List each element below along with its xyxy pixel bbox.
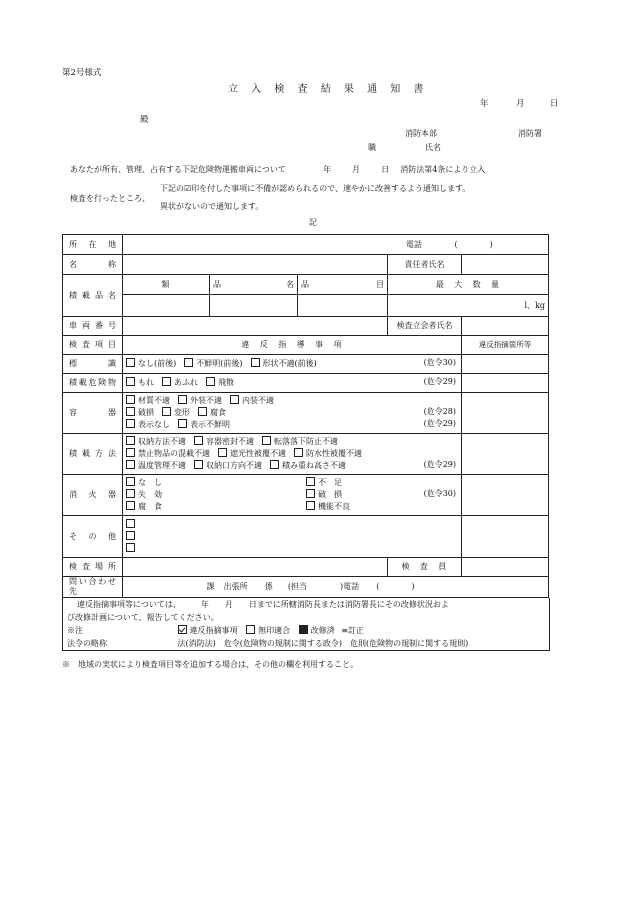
violation-row-label: 積載危険物 [63, 374, 123, 393]
intro-option-1: 下記の☑印を付した事項に不備が認められるので、速やかに改善するよう通知します。 [160, 184, 471, 193]
col-class: 類 [123, 275, 210, 295]
empty-box-icon [246, 625, 255, 634]
violation-items-cell [123, 434, 462, 475]
violation-item-text: なし(前後) [138, 359, 177, 368]
violation-checkbox-item[interactable] [270, 461, 346, 470]
issuer-position: 職 [368, 143, 376, 152]
date-year: 年 [480, 99, 489, 109]
violation-item-text: 転落落下防止不適 [274, 437, 338, 446]
law-label: 法令の略称 [67, 639, 107, 648]
legend-corrected [341, 626, 364, 635]
form-number: 第2号様式 [62, 68, 102, 78]
violation-line [126, 460, 458, 472]
violation-checkbox-item[interactable] [194, 461, 262, 470]
col-item [298, 275, 388, 295]
violation-place-value[interactable] [462, 355, 549, 374]
corrected-mark-icon: ≡ [341, 626, 348, 635]
witness-value[interactable] [462, 317, 549, 336]
inquiry-phone: )電話 [340, 582, 360, 591]
inquiry-value[interactable] [123, 577, 549, 598]
checkbox-icon [126, 501, 135, 510]
violation-item-text: 材質不適 [138, 396, 170, 405]
violation-checkbox-item[interactable] [126, 437, 186, 446]
col-max-qty: 最 大 数 量 [388, 275, 549, 295]
violation-checkbox-item[interactable] [306, 501, 350, 512]
date-line [480, 97, 558, 109]
checkbox-icon [126, 519, 135, 528]
violation-checkbox-item[interactable] [126, 408, 154, 417]
violation-item-text: 収納方法不適 [138, 437, 186, 446]
notes-line2: び改修計画について、報告してください。 [67, 613, 219, 622]
inquiry-branch: 出張所 [223, 582, 248, 591]
checkbox-icon [126, 436, 135, 445]
violation-item-text: 内装不適 [242, 396, 274, 405]
violation-item-text: 禁止物品の混載不適 [138, 449, 210, 458]
intro-year: 年 [322, 165, 331, 174]
violation-checkbox-item[interactable] [162, 408, 190, 417]
recipient-suffix: 殿 [140, 115, 149, 125]
inspector-value[interactable] [462, 558, 549, 577]
violation-item-text: 飛散 [218, 378, 234, 387]
violation-line [126, 501, 458, 513]
legend-repaired-text: 改修済 [310, 626, 335, 635]
legend-corrected-text: 訂正 [347, 626, 364, 635]
violation-checkbox-item[interactable] [126, 532, 138, 541]
violation-line [126, 395, 458, 407]
checkbox-icon [126, 543, 135, 552]
violation-checkbox-item[interactable] [126, 420, 170, 429]
document-title: 立 入 検 査 結 果 通 知 書 [228, 84, 429, 95]
inquiry-staff: 係 [264, 582, 273, 591]
intro-option-2: 異状がないので通知します。 [160, 202, 264, 211]
name-value[interactable] [123, 255, 388, 275]
violation-checkbox-item[interactable] [262, 437, 338, 446]
violation-line [126, 436, 458, 448]
violation-row [63, 355, 549, 374]
intro-text-b: 消防法第4条により立入 [400, 165, 486, 174]
col-item-b: 目 [376, 279, 384, 289]
regulation-ref: (危令30) [423, 358, 456, 367]
inquiry-paren: ( ) [376, 582, 415, 591]
violation-item-text: 形状不適(前後) [262, 359, 317, 368]
violation-item-text: 機能不良 [318, 502, 350, 511]
violation-rows [63, 355, 549, 558]
cargo-label: 積載品名 [63, 275, 123, 317]
witness-label: 検査立会者氏名 [388, 317, 462, 336]
note-label: ※注 [67, 626, 83, 635]
violation-checkbox-item[interactable] [162, 378, 198, 387]
checkbox-icon [294, 448, 303, 457]
footnote: ※ 地域の実状により検査項目等を追加する場合は、その他の欄を利用すること。 [62, 660, 358, 669]
violation-line [126, 448, 458, 460]
violation-checkbox-item[interactable] [306, 489, 342, 500]
violation-item-text: 破損 [138, 408, 154, 417]
violation-row-label: そ の 他 [63, 516, 123, 558]
checkbox-icon [126, 407, 135, 416]
inspection-place-value[interactable] [123, 558, 388, 577]
checkbox-icon [306, 501, 315, 510]
violation-checkbox-item[interactable] [206, 378, 234, 387]
checkbox-icon [230, 395, 239, 404]
legend-compliant [246, 626, 290, 635]
inspection-place-label: 検査場所 [63, 558, 123, 577]
violation-line [126, 358, 458, 370]
issuer-name: 氏名 [425, 143, 441, 152]
violation-row [63, 393, 549, 434]
violation-checkbox-item[interactable] [218, 449, 286, 458]
checkbox-icon [194, 436, 203, 445]
notes-legend-row [63, 624, 549, 637]
violation-item-text: あふれ [174, 378, 198, 387]
issuer-fire-dept: 消防本部 [405, 129, 437, 138]
issuer-fire-station: 消防署 [518, 129, 542, 138]
inquiry-section: 課 [206, 582, 215, 591]
checkbox-icon [198, 407, 207, 416]
inspection-item-label: 検査項目 [63, 336, 123, 355]
violation-row-label: 消火器 [63, 475, 123, 516]
violation-item-text: 表示なし [138, 420, 170, 429]
violation-header: 違 反 指 導 事 項 [123, 336, 462, 355]
violation-item-text: 腐食 [210, 408, 226, 417]
inspection-table [62, 234, 549, 598]
violation-checkbox-item[interactable] [294, 449, 362, 458]
inquiry-charge: (担当 [287, 582, 307, 591]
responsible-label: 責任者氏名 [388, 255, 462, 275]
vehicle-no-value[interactable] [123, 317, 388, 336]
checkbox-icon [262, 436, 271, 445]
intro-line1 [70, 164, 485, 175]
violation-row [63, 516, 549, 558]
violation-checkbox-item[interactable] [126, 396, 170, 405]
violation-checkbox-item[interactable] [126, 359, 176, 368]
violation-item-text: 防水性被覆不適 [306, 449, 362, 458]
checkbox-icon [126, 377, 135, 386]
violation-item-text: 積み重ね高さ不適 [282, 461, 346, 470]
violation-row-label: 容 器 [63, 393, 123, 434]
location-value[interactable] [123, 235, 549, 255]
checkbox-icon [126, 460, 135, 469]
checkbox-icon [162, 377, 171, 386]
inspector-label: 検 査 員 [388, 558, 462, 577]
violation-item-text: 不鮮明(前後) [196, 359, 243, 368]
violation-row [63, 475, 549, 516]
legend-violation-text: 違反指摘事項 [189, 626, 238, 635]
violation-checkbox-item[interactable] [126, 461, 186, 470]
violation-checkbox-item[interactable] [126, 490, 162, 499]
violation-checkbox-item[interactable] [126, 449, 210, 458]
violation-place-value[interactable] [462, 393, 549, 434]
violation-place-value[interactable] [462, 475, 549, 516]
violation-item-text: 不 足 [318, 478, 342, 487]
violation-item-text: 変形 [174, 408, 190, 417]
violation-items-cell [123, 475, 462, 516]
violation-checkbox-item[interactable] [178, 396, 222, 405]
checkbox-icon [126, 419, 135, 428]
notes-law-row [63, 637, 549, 650]
violation-items-cell [123, 374, 462, 393]
violation-item-text: 温度管理不適 [138, 461, 186, 470]
violation-item-text: 表示不鮮明 [190, 420, 230, 429]
cargo-qty-value[interactable] [388, 295, 549, 317]
violation-item-text: 容器密封不適 [206, 437, 254, 446]
violation-item-text: な し [138, 478, 162, 487]
violation-item-text: 遮光性被覆不適 [230, 449, 286, 458]
checked-box-icon [178, 625, 187, 634]
phone-paren: ( ) [454, 239, 493, 249]
violation-items-cell [123, 355, 462, 374]
col-product-name-b: 名 [286, 279, 294, 289]
violation-checkbox-item[interactable] [198, 408, 226, 417]
checkbox-icon [162, 407, 171, 416]
violation-items-cell [123, 516, 462, 558]
filled-box-icon [299, 625, 308, 634]
checkbox-icon [306, 477, 315, 486]
violation-line [126, 407, 458, 419]
qty-unit: l、kg [524, 300, 546, 310]
cargo-class-value[interactable] [123, 295, 210, 317]
checkbox-icon [126, 358, 135, 367]
inquiry-label: 問い合わせ先 [63, 577, 123, 598]
name-label: 名 称 [63, 255, 123, 275]
notes-block [62, 598, 550, 651]
violation-place-value[interactable] [462, 516, 549, 558]
violation-line [126, 477, 458, 489]
regulation-ref: (危令29) [423, 377, 456, 386]
violation-checkbox-item[interactable] [126, 520, 138, 529]
col-product-name [210, 275, 298, 295]
checkbox-icon [194, 460, 203, 469]
violation-place-value[interactable] [462, 374, 549, 393]
cargo-item-value[interactable] [298, 295, 388, 317]
vehicle-no-label: 車両番号 [63, 317, 123, 336]
violation-line [126, 543, 458, 555]
checkbox-icon [126, 531, 135, 540]
violation-line [126, 419, 458, 431]
violation-items-cell [123, 393, 462, 434]
violation-line [126, 377, 458, 389]
checkbox-icon [251, 358, 260, 367]
intro-text-a: あなたが所有、管理、占有する下記危険物運搬車両について [70, 165, 286, 174]
intro-day: 日 [381, 165, 390, 174]
checkbox-icon [270, 460, 279, 469]
regulation-ref: (危令30) [423, 489, 456, 498]
violation-item-text: 腐 食 [138, 502, 162, 511]
legend-repaired [299, 626, 335, 635]
violation-checkbox-item[interactable] [306, 477, 342, 488]
checkbox-icon [218, 448, 227, 457]
violation-row [63, 434, 549, 475]
intro-line2-left: 検査を行ったところ、 [70, 194, 150, 203]
checkbox-icon [306, 489, 315, 498]
col-item-a: 品 [301, 279, 309, 289]
intro-month: 月 [352, 165, 361, 174]
violation-line [126, 519, 458, 531]
violation-checkbox-item[interactable] [251, 359, 317, 368]
legend-violation [178, 626, 238, 635]
date-day: 日 [549, 99, 559, 109]
violation-item-text: 破 損 [318, 490, 342, 499]
violation-checkbox-item[interactable] [126, 478, 162, 487]
cargo-name-value[interactable] [210, 295, 298, 317]
col-product-name-a: 品 [213, 279, 221, 289]
violation-checkbox-item[interactable] [126, 378, 154, 387]
violation-line [126, 531, 458, 543]
responsible-value[interactable] [462, 255, 549, 275]
violation-checkbox-item[interactable] [126, 544, 138, 553]
checkbox-icon [206, 377, 215, 386]
violation-row-label: 標 識 [63, 355, 123, 374]
regulation-ref: (危令28) [423, 407, 456, 416]
checkbox-icon [178, 395, 187, 404]
checkbox-icon [184, 358, 193, 367]
violation-place-header: 違反指摘箇所等 [462, 336, 549, 355]
violation-checkbox-item[interactable] [194, 437, 254, 446]
checkbox-icon [126, 477, 135, 486]
regulation-ref: (危令29) [423, 460, 456, 469]
phone-label: 電話 [406, 239, 422, 249]
date-month: 月 [515, 99, 525, 109]
violation-line [126, 489, 458, 501]
legend-compliant-text: 無印適合 [258, 626, 291, 635]
regulation-ref: (危令29) [423, 419, 456, 428]
checkbox-icon [126, 448, 135, 457]
ki-heading: 記 [309, 218, 317, 227]
violation-checkbox-item[interactable] [178, 420, 230, 429]
violation-place-value[interactable] [462, 434, 549, 475]
violation-item-text: もれ [138, 378, 154, 387]
violation-row [63, 374, 549, 393]
violation-row-label: 積載方法 [63, 434, 123, 475]
violation-checkbox-item[interactable] [126, 502, 162, 511]
violation-item-text: 収納口方向不適 [206, 461, 262, 470]
notes-line1: 違反指摘事項等については、 年 月 日までに所轄消防長または消防署長にその改修状況およ [77, 600, 449, 609]
violation-item-text: 失 効 [138, 490, 162, 499]
violation-checkbox-item[interactable] [230, 396, 274, 405]
violation-item-text: 外装不適 [190, 396, 222, 405]
location-label: 所 在 地 [63, 235, 123, 255]
checkbox-icon [126, 395, 135, 404]
violation-checkbox-item[interactable] [184, 359, 242, 368]
law-text: 法(消防法) 危令(危険物の規制に関する政令) 危則(危険物の規制に関する規則) [177, 639, 469, 648]
checkbox-icon [178, 419, 187, 428]
checkbox-icon [126, 489, 135, 498]
